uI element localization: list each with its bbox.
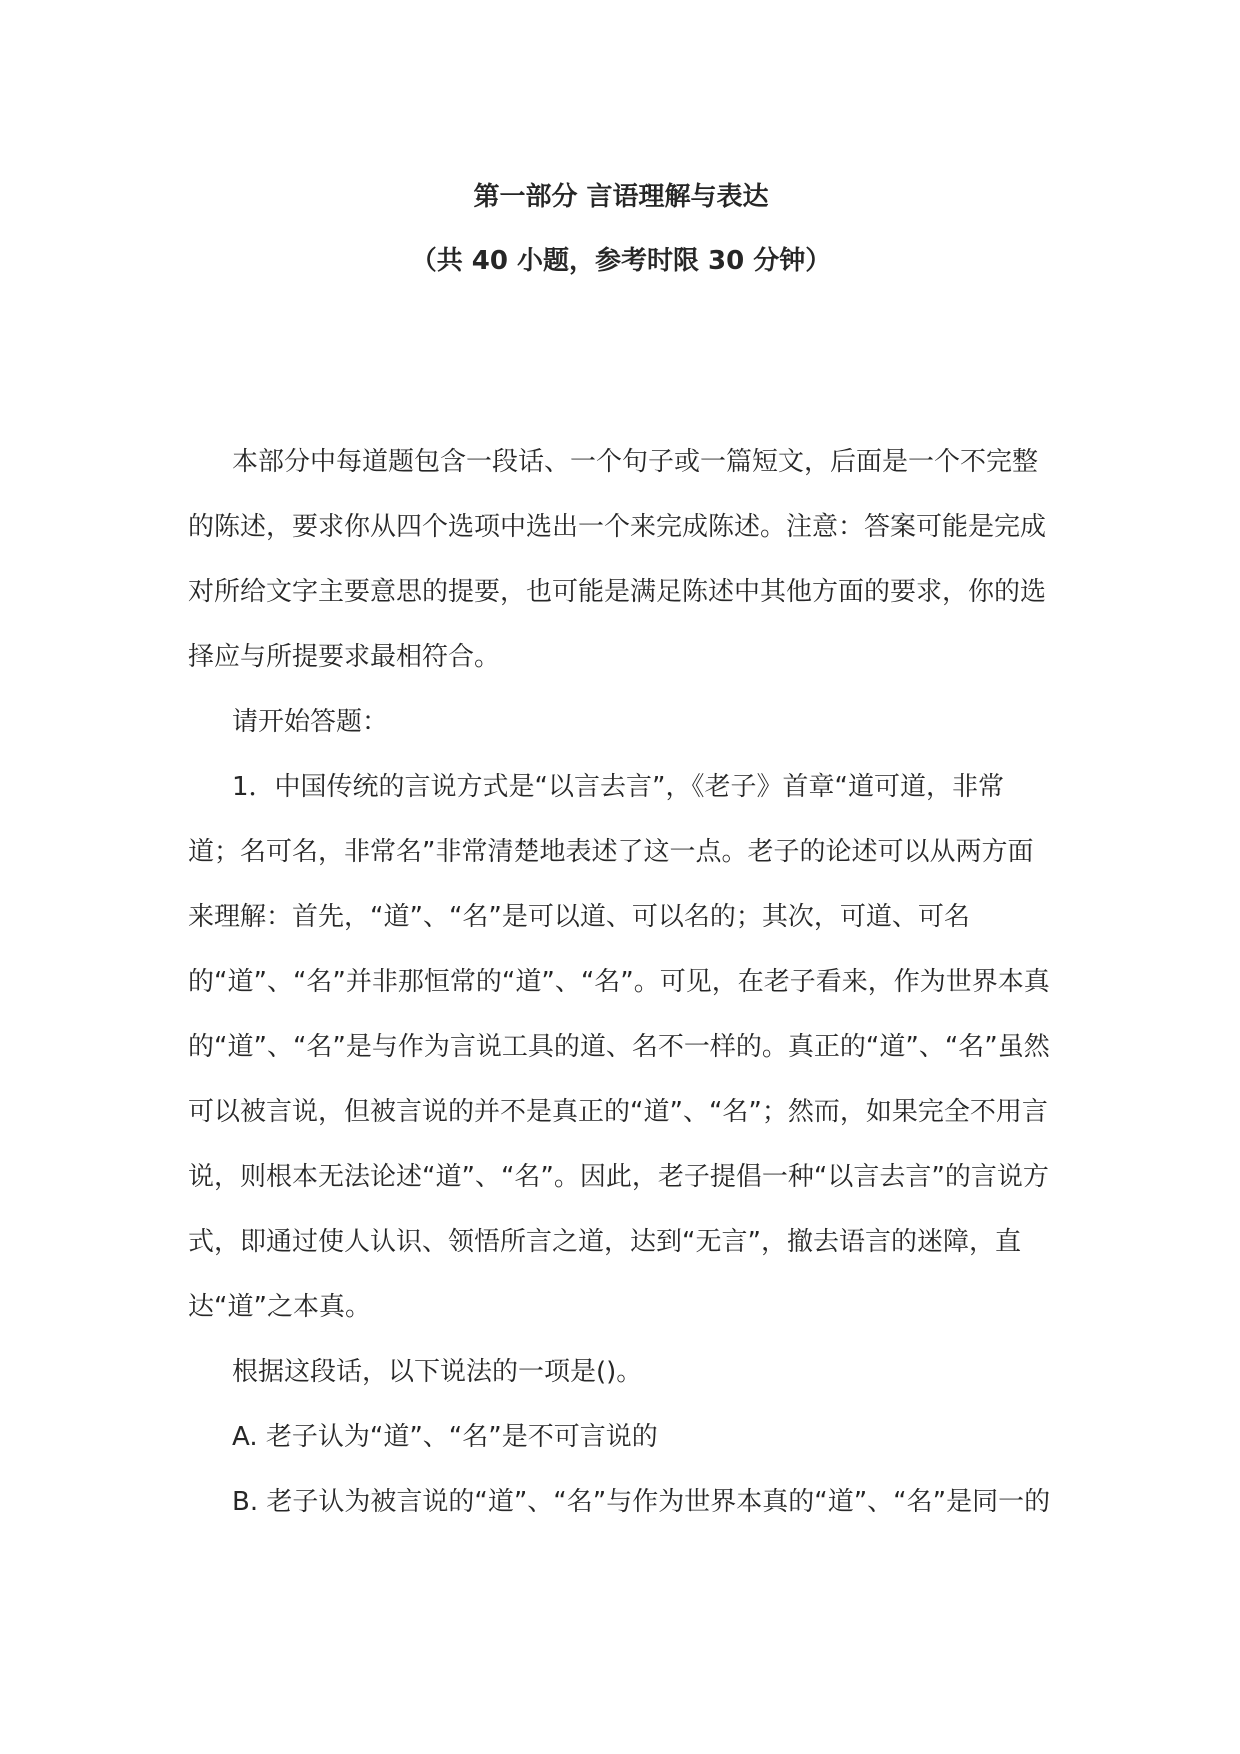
option-a: A. 老子认为“道”、“名”是不可言说的 [232,1422,658,1452]
section-subtitle: （共 40 小题，参考时限 30 分钟） [410,246,832,276]
section-title: 第一部分 言语理解与表达 [473,182,769,212]
question-1-passage: 1．中国传统的言说方式是“以言去言”，《老子》首章“道可道，非常道；名可名，非常名”非常清楚地表述了这一点。老子的论述可以从两方面来理解：首先，“道”、“名”是可以道、可以名的；其次，可道、可名的“道”、“名”并非那恒常的“道”、“名”。可见，在老子看来，作为世界本真的“道”、“名”是与作为言说工具的道、名不一样的。真正的“道”、“名”虽然可以被言说，但被言说的并不是真正的“道”、“名”；然而，如果完全不用言说，则根本无法论述“道”、“名”。因此，老子提倡一种“以言去言”的言说方式，即通过使人认识、领悟所言之道，达到“无言”，撤去语言的迷障，直达“道”之本真。 [188,772,1050,1322]
question-1-stem: 根据这段话，以下说法的一项是()。 [232,1357,643,1387]
start-prompt: 请开始答题： [232,707,389,737]
option-b: B. 老子认为被言说的“道”、“名”与作为世界本真的“道”、“名”是同一的 [232,1487,1051,1517]
instructions-paragraph: 本部分中每道题包含一段话、一个句子或一篇短文，后面是一个不完整的陈述，要求你从四个选项中选出一个来完成陈述。注意：答案可能是完成对所给文字主要意思的提要，也可能是满足陈述中其他方面的要求，你的选择应与所提要求最相符合。 [188,447,1047,672]
document-body [188,430,1054,1535]
